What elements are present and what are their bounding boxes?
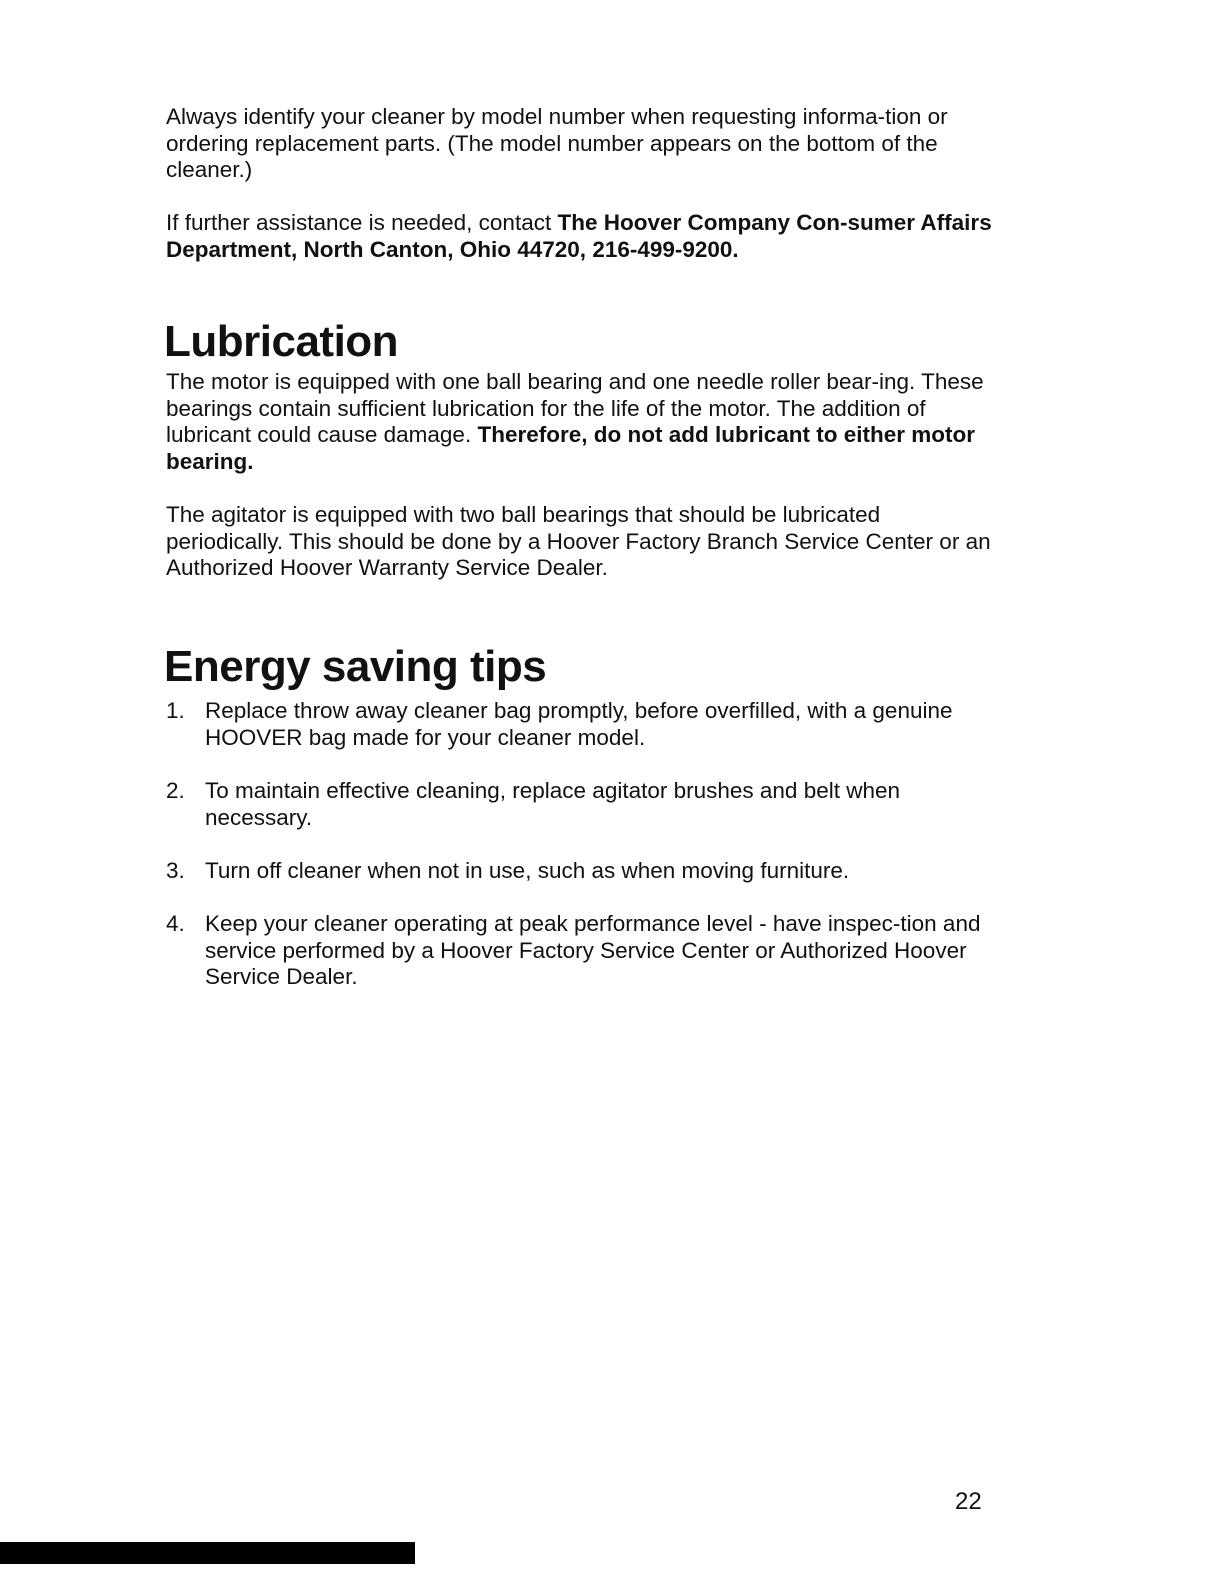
list-item	[166, 778, 996, 831]
energy-tips-heading: Energy saving tips	[164, 642, 547, 691]
list-item	[166, 858, 996, 885]
agitator-bearing-paragraph	[166, 502, 996, 582]
list-item-text: Keep your cleaner operating at peak performance level - have inspec-tion and service performed by a Hoover Factory Service Center or Authorized Hoover Service Dealer.	[205, 911, 981, 989]
bottom-edge-bar	[0, 1542, 415, 1564]
list-item	[166, 698, 996, 751]
list-item-text: Replace throw away cleaner bag promptly, before overfilled, with a genuine HOOVER bag made for your cleaner model.	[205, 698, 953, 750]
assistance-contact-text: The Hoover Company Con-sumer Affairs Department, North Canton, Ohio 44720, 216-499-9200.	[166, 210, 992, 262]
list-item-number: 3.	[166, 858, 185, 883]
list-item-number: 1.	[166, 698, 185, 723]
list-item	[166, 911, 996, 991]
identify-model-paragraph	[166, 104, 996, 184]
identify-model-text: Always identify your cleaner by model number when requesting informa-tion or ordering replacement parts. (The model number appears on the bottom of the cleaner.)	[166, 104, 948, 182]
list-item-text: To maintain effective cleaning, replace agitator brushes and belt when necessary.	[205, 778, 901, 830]
assistance-paragraph	[166, 210, 996, 263]
list-item-number: 4.	[166, 911, 185, 936]
list-item-number: 2.	[166, 778, 185, 803]
page-number: 22	[955, 1488, 982, 1515]
lubrication-heading: Lubrication	[164, 317, 399, 366]
agitator-bearing-text: The agitator is equipped with two ball bearings that should be lubricated periodically. This should be done by a Hoover Factory Branch Service Center or an Authorized Hoover Warranty Service Dealer.	[166, 502, 991, 580]
motor-bearing-warning: Therefore, do not add lubricant to either motor bearing.	[166, 422, 975, 474]
motor-bearing-paragraph	[166, 369, 996, 475]
motor-bearing-text: The motor is equipped with one ball bearing and one needle roller bear-ing. These bearings contain sufficient lubrication for the life of the motor. The addition of lubricant could cause damage.	[166, 369, 984, 447]
assistance-prefix-text: If further assistance is needed, contact	[166, 210, 558, 235]
list-item-text: Turn off cleaner when not in use, such as when moving furniture.	[205, 858, 850, 883]
